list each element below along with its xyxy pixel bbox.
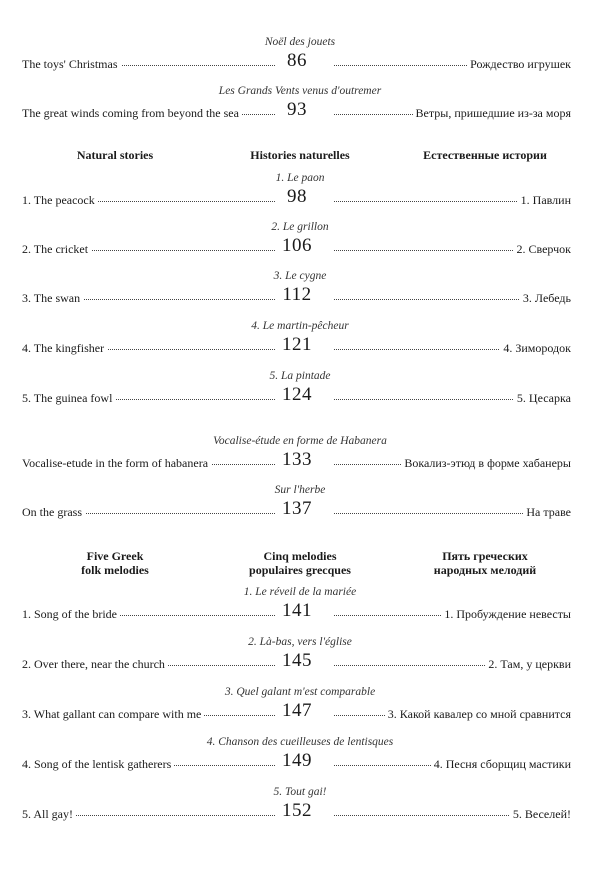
page-number: 149 — [275, 749, 319, 773]
russian-title: 3. Лебедь — [520, 291, 571, 305]
russian-title: 2. Сверчок — [514, 242, 572, 256]
english-title: 1. The peacock — [22, 193, 98, 207]
toc-entry[interactable] — [22, 286, 571, 310]
russian-title: 4. Песня сборщиц мастики — [431, 757, 571, 771]
entry-title-chanson-des-cueilleuses: 4. Chanson des cueilleuses de lentisques — [206, 736, 394, 748]
page-number: 147 — [275, 699, 319, 723]
section-header-english: Natural stories — [76, 148, 154, 162]
entry-title-sur-l-herbe: Sur l'herbe — [274, 484, 326, 496]
russian-title: Вокализ-этюд в форме хабанеры — [401, 456, 571, 470]
page-number: 133 — [275, 448, 319, 472]
entry-title-noel-des-jouets: Noël des jouets — [264, 36, 336, 48]
page-number: 121 — [275, 333, 319, 357]
english-title: On the grass — [22, 505, 85, 519]
russian-title: 1. Пробуждение невесты — [441, 607, 571, 621]
russian-title: 5. Веселей! — [510, 807, 571, 821]
section-header-russian: Естественные истории — [423, 148, 547, 162]
english-title: 5. The guinea fowl — [22, 391, 115, 405]
russian-title: 3. Какой кавалер со мной сравнится — [385, 707, 571, 721]
english-title: 4. Song of the lentisk gatherers — [22, 757, 174, 771]
page-number: 112 — [275, 283, 319, 307]
russian-title: 2. Там, у церкви — [485, 657, 571, 671]
entry-title-le-paon: 1. Le paon — [275, 172, 325, 184]
entry-title-grands-vents: Les Grands Vents venus d'outremer — [218, 85, 382, 97]
page-number: 137 — [275, 497, 319, 521]
entry-title-le-cygne: 3. Le cygne — [273, 270, 327, 282]
entry-title-la-pintade: 5. La pintade — [269, 370, 331, 382]
toc-entry[interactable] — [22, 652, 571, 676]
toc-entry[interactable] — [22, 336, 571, 360]
toc-entry[interactable] — [22, 188, 571, 212]
english-title: 2. The cricket — [22, 242, 91, 256]
english-title: The great winds coming from beyond the sea — [22, 106, 242, 120]
english-title: Vocalise-etude in the form of habanera — [22, 456, 211, 470]
toc-entry[interactable] — [22, 101, 571, 125]
entry-title-le-reveil-de-la-mariee: 1. Le réveil de la mariée — [243, 586, 357, 598]
russian-title: На траве — [523, 505, 571, 519]
page-number: 141 — [275, 599, 319, 623]
page-number: 93 — [275, 98, 319, 122]
toc-entry[interactable] — [22, 451, 571, 475]
russian-title: 4. Зимородок — [500, 341, 571, 355]
page-number: 106 — [275, 234, 319, 258]
toc-entry[interactable] — [22, 500, 571, 524]
english-title: 4. The kingfisher — [22, 341, 107, 355]
entry-title-le-grillon: 2. Le grillon — [271, 221, 329, 233]
russian-title: Рождество игрушек — [467, 57, 571, 71]
english-title: The toys' Christmas — [22, 57, 121, 71]
toc-entry[interactable] — [22, 802, 571, 826]
entry-title-tout-gai: 5. Tout gai! — [273, 786, 327, 798]
toc-entry[interactable] — [22, 386, 571, 410]
page-number: 152 — [275, 799, 319, 823]
page-number: 86 — [275, 49, 319, 73]
entry-title-le-martin-pecheur: 4. Le martin-pêcheur — [251, 320, 349, 332]
english-title: 3. What gallant can compare with me — [22, 707, 204, 721]
section-header-russian: Пять греческих народных мелодий — [433, 549, 537, 577]
toc-entry[interactable] — [22, 702, 571, 726]
english-title: 3. The swan — [22, 291, 83, 305]
page-number: 145 — [275, 649, 319, 673]
toc-entry[interactable] — [22, 602, 571, 626]
page-number: 98 — [275, 185, 319, 209]
english-title: 2. Over there, near the church — [22, 657, 168, 671]
english-title: 5. All gay! — [22, 807, 76, 821]
section-header-french: Cinq melodies populaires grecques — [249, 549, 351, 577]
page-number: 124 — [275, 383, 319, 407]
entry-title-la-bas-vers-l-eglise: 2. Là-bas, vers l'église — [248, 636, 352, 648]
section-header-english: Five Greek folk melodies — [81, 549, 149, 577]
section-header-french: Histories naturelles — [250, 148, 350, 162]
toc-entry[interactable] — [22, 752, 571, 776]
toc-entry[interactable] — [22, 237, 571, 261]
russian-title: Ветры, пришедшие из-за моря — [413, 106, 571, 120]
entry-title-vocalise-etude: Vocalise-étude en forme de Habanera — [213, 435, 387, 447]
russian-title: 5. Цесарка — [514, 391, 571, 405]
entry-title-quel-galant: 3. Quel galant m'est comparable — [224, 686, 376, 698]
russian-title: 1. Павлин — [518, 193, 571, 207]
english-title: 1. Song of the bride — [22, 607, 120, 621]
toc-entry[interactable] — [22, 52, 571, 76]
